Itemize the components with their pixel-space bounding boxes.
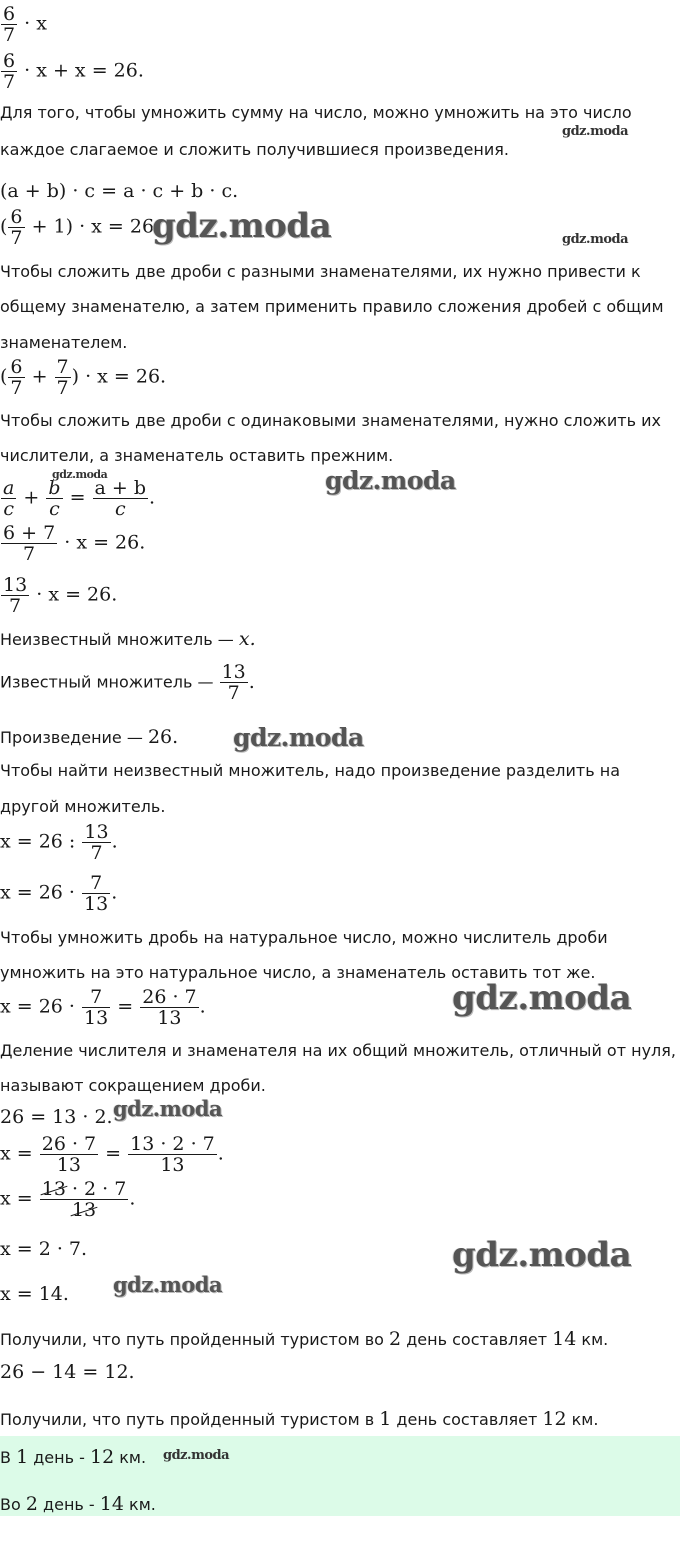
fraction: $\frac{6 + 7}{7}$ [3, 522, 56, 565]
math-line: 26 = 13 · 2. [0, 1106, 113, 1128]
text-line: числители, а знаменатель оставить прежним. [0, 446, 394, 465]
math-line: 26 − 14 = 12. [0, 1361, 135, 1383]
text-line: Чтобы сложить две дроби с разными знаменателями, их нужно привести к [0, 262, 641, 281]
text-line: знаменателем. [0, 333, 128, 352]
fraction: $\frac{6}{7}$ [10, 206, 23, 249]
text-line: Получили, что путь пройденный туристом во 2 день составляет 14 км. [0, 1328, 609, 1350]
text-line: Известный множитель — $\frac{13}{7}$ . [0, 661, 255, 704]
text-line: Произведение — 26. [0, 726, 179, 748]
text-line: Получили, что путь пройденный туристом в 1 день составляет 12 км. [0, 1408, 599, 1430]
fraction: $\frac{a}{c}$ [3, 477, 15, 520]
math-line: $\frac{6}{7}$ · x + x = 26. [3, 50, 144, 93]
math-line: x = 26 · $\frac{7}{13}$ . [0, 872, 118, 915]
watermark: gdz.moda [233, 723, 364, 752]
fraction: $\frac{7}{13}$ [84, 872, 109, 915]
fraction: $\frac{13 \cdot 2 \cdot 7}{13}$ [130, 1133, 215, 1176]
watermark: gdz.moda [452, 1235, 632, 1275]
answer-line: Во 2 день - 14 км. [0, 1493, 156, 1515]
math-line: $\frac{a}{c}$ + $\frac{b}{c}$ = $\frac{a + b}{c}$ . [3, 477, 156, 520]
answer-line: В 1 день - 12 км. [0, 1446, 147, 1468]
watermark: gdz.moda [52, 468, 108, 481]
fraction: $\frac{13}{7}$ [221, 661, 246, 704]
fraction: $\frac{6}{7}$ [10, 356, 23, 399]
fraction: $\frac{13 \cdot 2 \cdot 7}{13}$ [41, 1178, 127, 1221]
fraction: $\frac{26 \cdot 7}{13}$ [41, 1133, 97, 1176]
fraction: $\frac{a + b}{c}$ [94, 477, 147, 520]
math-line: x = $\frac{26 \cdot 7}{13}$ = $\frac{13 \cdot 2 \cdot 7}{13}$ . [0, 1133, 224, 1176]
fraction: $\frac{7}{13}$ [84, 986, 109, 1029]
math-line: ( $\frac{6}{7}$ + 1) · x = 26. [0, 206, 161, 249]
watermark: gdz.moda [113, 1272, 223, 1297]
fraction: $\frac{13}{7}$ [3, 574, 28, 617]
math-line: x = $\frac{13 \cdot 2 \cdot 7}{13}$ . [0, 1178, 136, 1221]
fraction: $\frac{7}{7}$ [56, 356, 69, 399]
fraction: $\frac{b}{c}$ [48, 477, 61, 520]
fraction: $\frac{6}{7}$ [3, 50, 16, 93]
watermark: gdz.moda [113, 1096, 223, 1121]
watermark: gdz.moda [562, 124, 629, 139]
text-line: общему знаменателю, а затем применить правило сложения дробей с общим [0, 297, 664, 316]
watermark: gdz.moda [452, 978, 632, 1018]
math-line: (a + b) · c = a · c + b · c. [0, 180, 239, 202]
math-line: x = 14. [0, 1283, 69, 1305]
text-line: умножить на это натуральное число, а знаменатель оставить тот же. [0, 963, 596, 982]
text-line: Деление числителя и знаменателя на их общий множитель, отличный от нуля, [0, 1041, 676, 1060]
watermark: gdz.moda [562, 232, 629, 247]
watermark: gdz.moda [152, 206, 332, 246]
text-line: Чтобы сложить две дроби с одинаковыми знаменателями, нужно сложить их [0, 411, 661, 430]
text-line: Чтобы найти неизвестный множитель, надо произведение разделить на [0, 761, 621, 780]
math-line: $\frac{6}{7}$ · x [3, 3, 47, 46]
fraction: $\frac{13}{7}$ [84, 821, 109, 864]
fraction: $\frac{6}{7}$ [3, 3, 16, 46]
text-line: каждое слагаемое и сложить получившиеся произведения. [0, 140, 509, 159]
text-line: другой множитель. [0, 797, 166, 816]
fraction: $\frac{26 \cdot 7}{13}$ [142, 986, 197, 1029]
math-line: x = 26 : $\frac{13}{7}$ . [0, 821, 118, 864]
text-line: Чтобы умножить дробь на натуральное число, можно числитель дроби [0, 928, 608, 947]
watermark: gdz.moda [163, 1448, 230, 1463]
text-line: называют сокращением дроби. [0, 1076, 266, 1095]
watermark: gdz.moda [325, 466, 456, 495]
math-line: x = 26 · $\frac{7}{13}$ = $\frac{26 \cdot 7}{13}$ . [0, 986, 206, 1029]
math-line: $\frac{13}{7}$ · x = 26. [3, 574, 118, 617]
text-line: Неизвестный множитель — x. [0, 628, 256, 650]
math-line: ( $\frac{6}{7}$ + $\frac{7}{7}$ ) · x = 26. [0, 356, 167, 399]
math-line: x = 2 · 7. [0, 1238, 88, 1260]
text-line: Для того, чтобы умножить сумму на число, можно умножить на это число [0, 103, 632, 122]
math-line: $\frac{6 + 7}{7}$ · x = 26. [3, 522, 146, 565]
